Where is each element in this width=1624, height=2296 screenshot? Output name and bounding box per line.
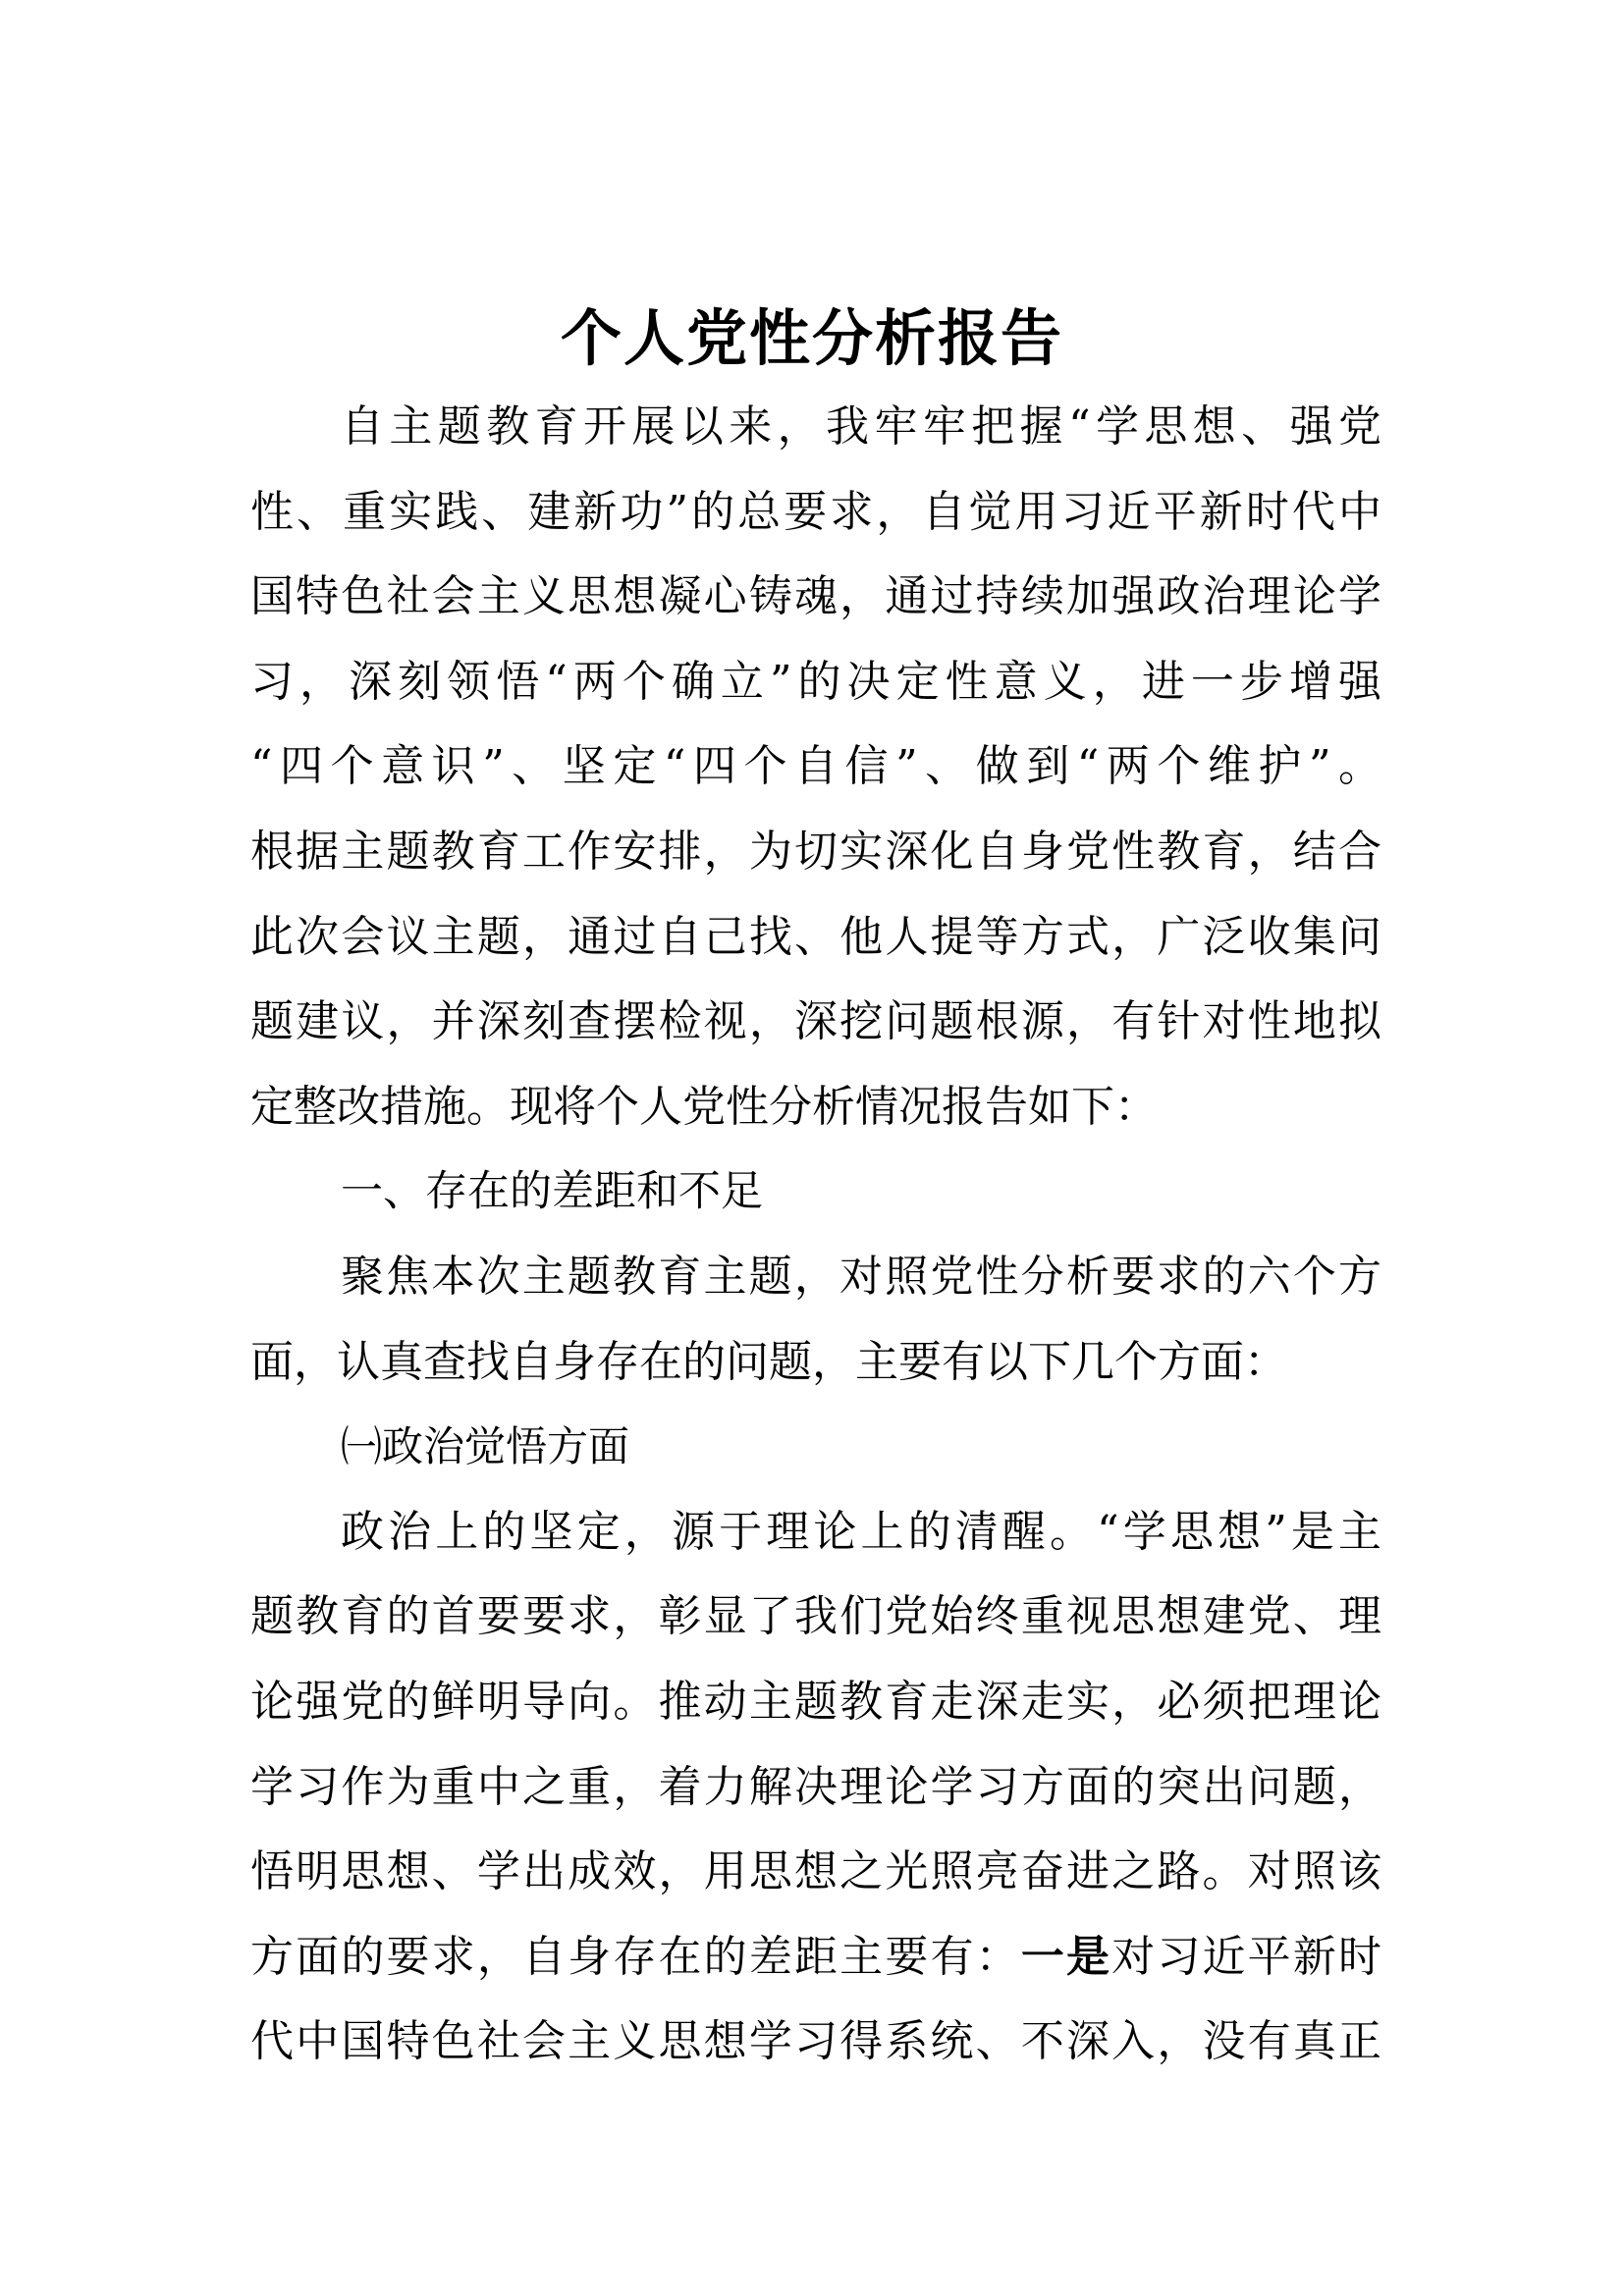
subsection-heading: ㈠政治觉悟方面 (341, 1422, 630, 1471)
paragraph-line: 题教育的首要要求，彰显了我们党始终重视思想建党、理 (250, 1591, 1381, 1642)
paragraph-line: 悟明思想、学出成效，用思想之光照亮奋进之路。对照该 (250, 1846, 1381, 1897)
paragraph-text: 对习近平新时 (1111, 1931, 1382, 1982)
paragraph-line (250, 1915, 1381, 2001)
paragraph-line: 国特色社会主义思想凝心铸魂，通过持续加强政治理论学 (250, 571, 1381, 622)
document-title: 个人党性分析报告 (560, 302, 1063, 374)
emphasis-text: 一是 (1020, 1931, 1112, 1982)
paragraph-line: 政治上的坚定，源于理论上的清醒。“学思想”是主 (341, 1506, 1381, 1557)
paragraph-line: “四个意识”、坚定“四个自信”、做到“两个维护”。 (250, 741, 1381, 792)
paragraph-line: 聚焦本次主题教育主题，对照党性分析要求的六个方 (341, 1251, 1381, 1302)
paragraph-line: 定整改措施。现将个人党性分析情况报告如下： (250, 1081, 1158, 1132)
paragraph-line: 论强党的鲜明导向。推动主题教育走深走实，必须把理论 (250, 1676, 1381, 1727)
paragraph-line: 性、重实践、建新功”的总要求，自觉用习近平新时代中 (250, 486, 1381, 537)
document-body (250, 385, 1381, 2085)
paragraph-line: 习，深刻领悟“两个确立”的决定性意义，进一步增强 (250, 656, 1381, 707)
paragraph-line: 面，认真查找自身存在的问题，主要有以下几个方面： (250, 1336, 1287, 1387)
paragraph-text: 方面的要求，自身存在的差距主要有： (250, 1931, 1021, 1982)
paragraph-line: 根据主题教育工作安排，为切实深化自身党性教育，结合 (250, 826, 1381, 877)
section-heading: 一、存在的差距和不足 (341, 1167, 763, 1217)
paragraph-line: 代中国特色社会主义思想学习得系统、不深入，没有真正 (250, 2016, 1381, 2067)
paragraph-line: 此次会议主题，通过自己找、他人提等方式，广泛收集问 (250, 911, 1381, 962)
paragraph-line: 题建议，并深刻查摆检视，深挖问题根源，有针对性地拟 (250, 996, 1381, 1047)
paragraph-line: 自主题教育开展以来，我牢牢把握“学思想、强党 (341, 401, 1381, 452)
paragraph-line: 学习作为重中之重，着力解决理论学习方面的突出问题， (250, 1761, 1381, 1812)
